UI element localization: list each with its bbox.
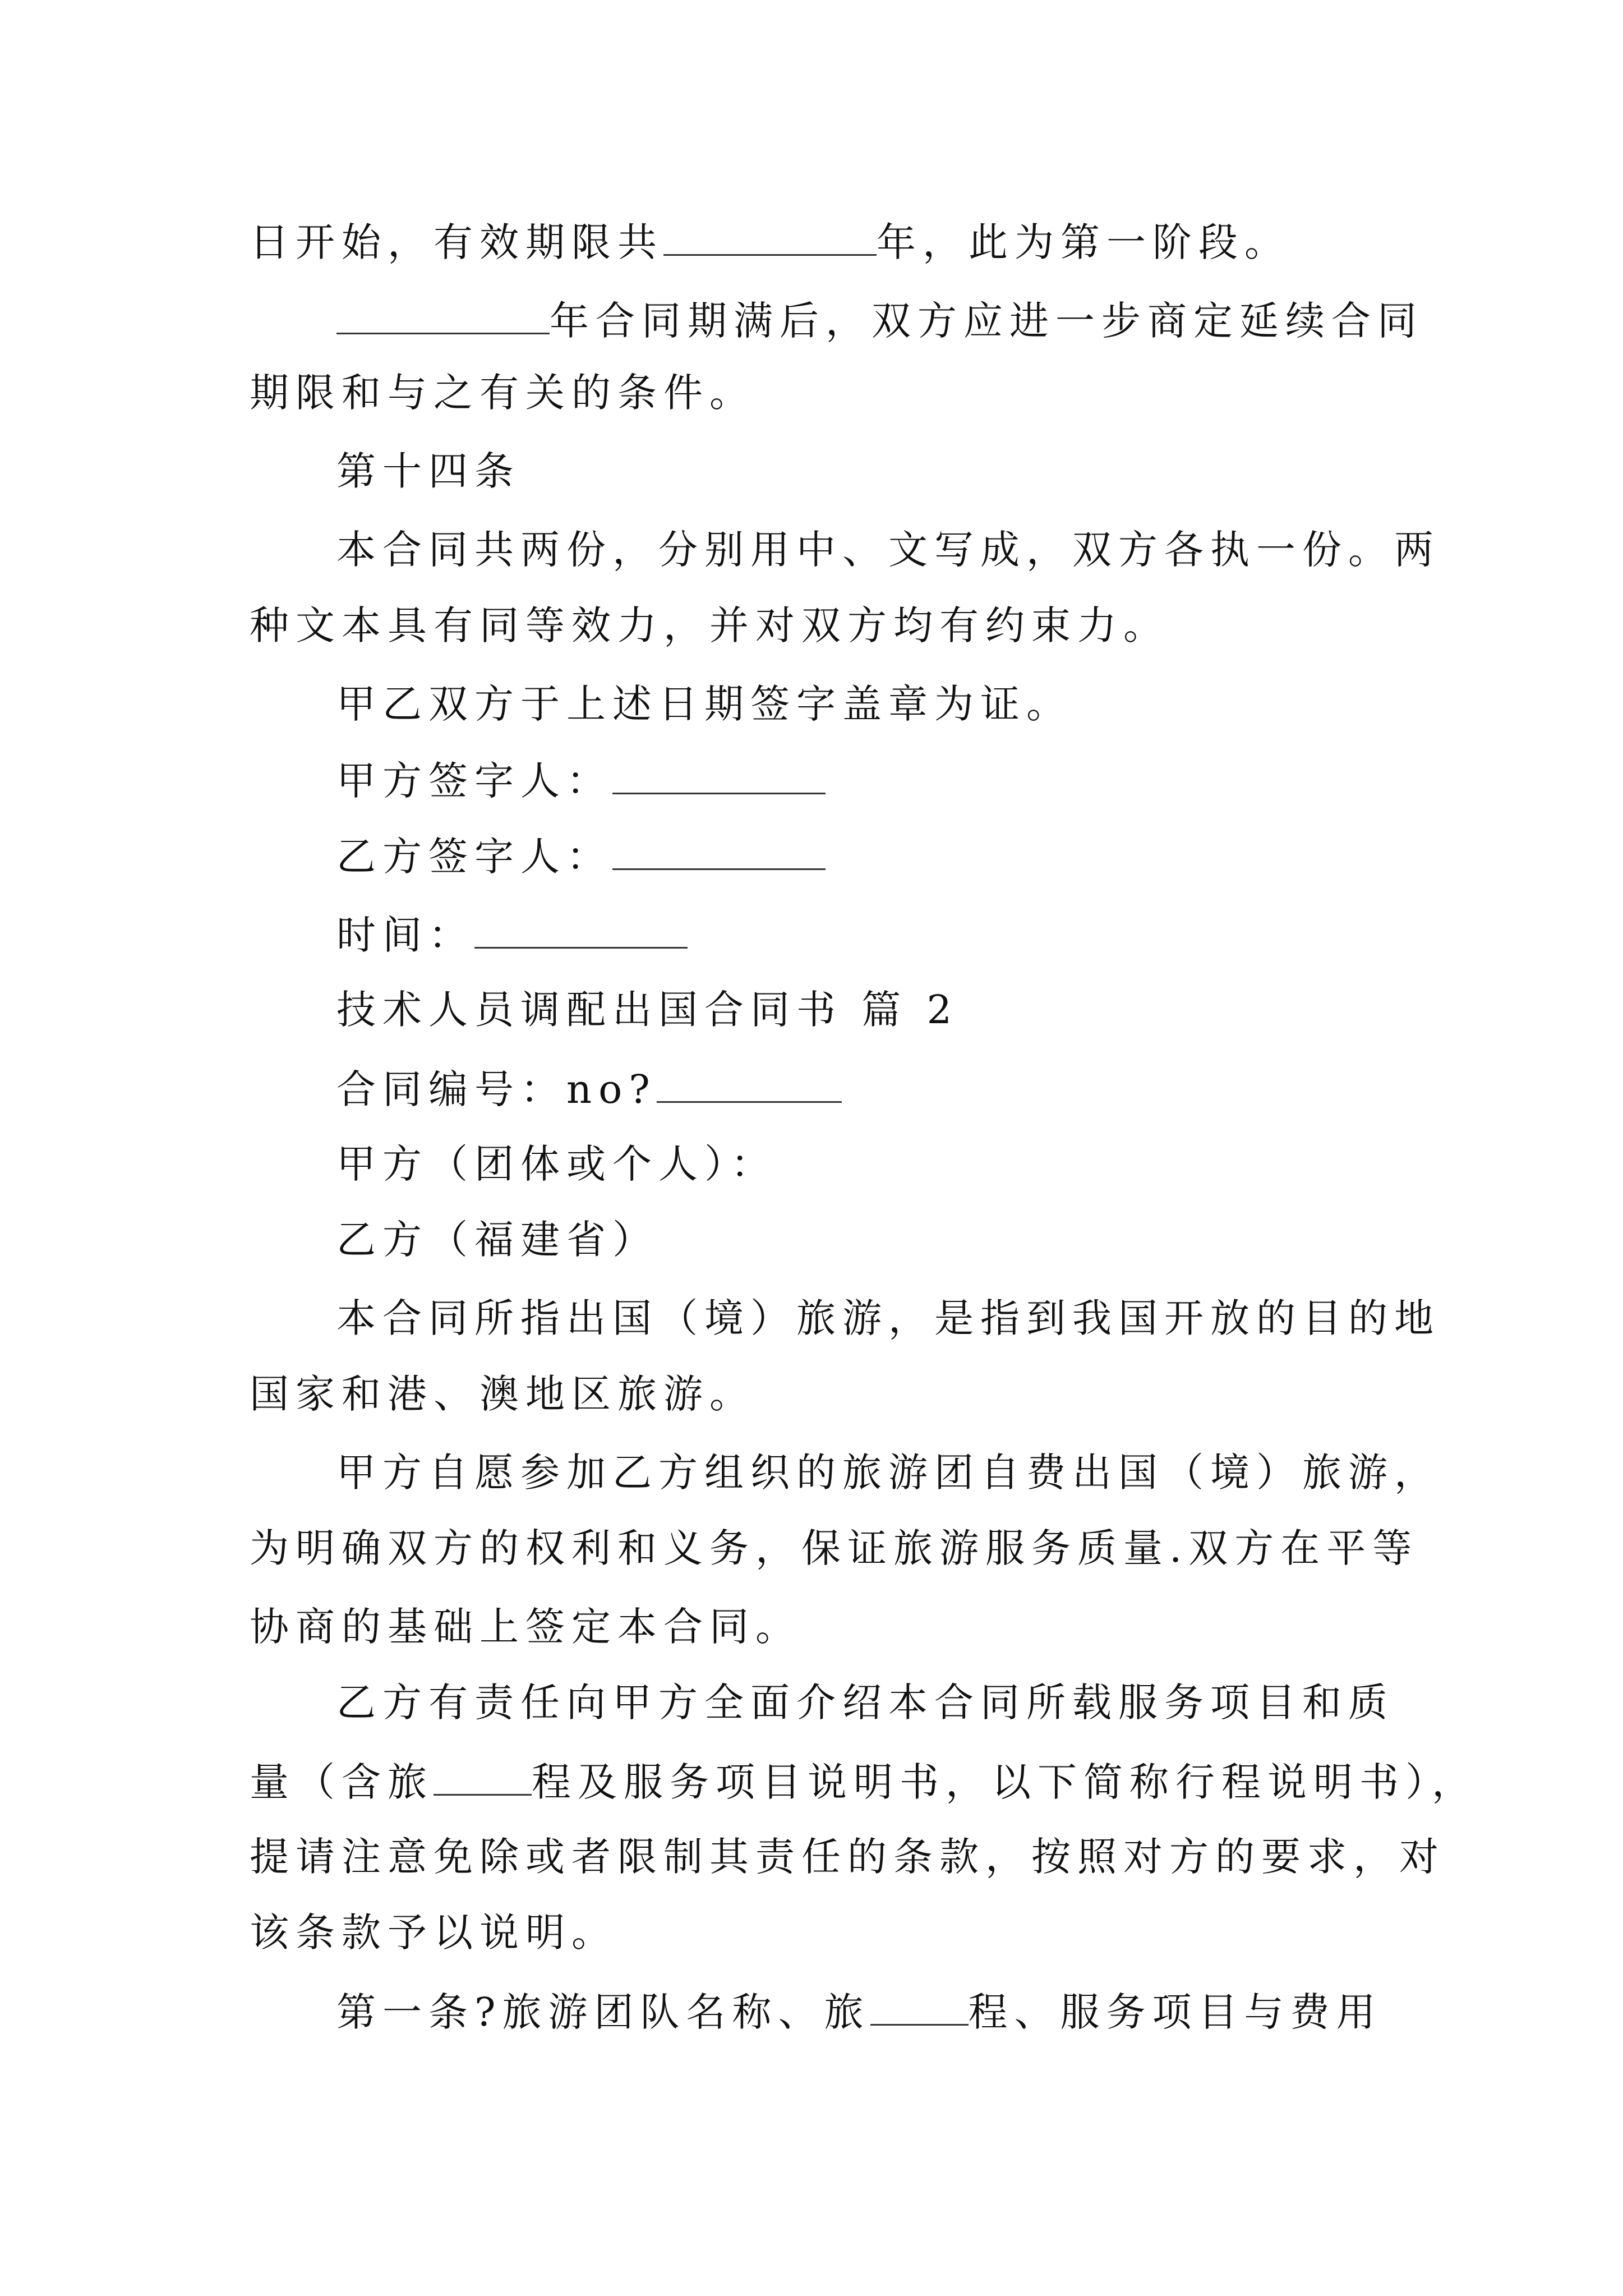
text-segment: 提请注意免除或者限制其责任的条款，按照对方的要求，对 [250,1834,1445,1880]
text-segment: 日开始，有效期限共 [250,219,663,265]
text-segment: 程及服务项目说明书，以下简称行程说明书）， [532,1759,1478,1805]
text-segment: 时间： [336,912,474,958]
text-segment: 乙方有责任向甲方全面介绍本合同所载服务项目和质 [336,1680,1394,1726]
text-segment: 第十四条 [336,448,520,494]
text-segment: 甲乙双方于上述日期签字盖章为证。 [336,681,1072,727]
party-a-line [336,1141,777,1187]
signature-line-party-a [336,758,826,804]
fill-blank [663,222,877,256]
text-line [250,1371,755,1417]
text-segment: 甲方签字人： [336,758,612,804]
text-line [250,219,1290,265]
contract-number-line [336,1066,842,1112]
text-segment: 期限和与之有关的条件。 [250,370,755,416]
text-segment: 第一条?旅游团队名称、旅 [336,1989,870,2035]
text-line [336,1450,1440,1496]
text-line [336,1680,1394,1726]
text-segment: 国家和港、澳地区旅游。 [250,1371,755,1417]
text-line [250,370,755,416]
fill-blank [657,1069,842,1103]
fill-blank [474,914,688,949]
text-line [250,1604,801,1650]
text-segment: 年合同期满后，双方应进一步商定延续合同 [550,298,1423,344]
article-heading [336,1989,1382,2035]
text-segment: 量（含旅 [250,1759,434,1805]
text-line [250,1910,617,1955]
fill-blank [870,1991,969,2026]
fill-blank [612,836,826,870]
date-line [336,912,688,958]
text-segment: 该条款予以说明。 [250,1910,617,1955]
text-segment: 甲方（团体或个人）： [336,1141,777,1187]
text-segment: 为明确双方的权利和义务，保证旅游服务质量.双方在平等 [250,1525,1419,1571]
text-line [336,527,1440,573]
text-segment: 年，此为第一阶段。 [877,219,1290,265]
text-line [336,1295,1440,1341]
document-title [336,987,959,1033]
text-segment: 本合同所指出国（境）旅游，是指到我国开放的目的地 [336,1295,1440,1341]
text-segment: 协商的基础上签定本合同。 [250,1604,801,1650]
text-segment: 技术人员调配出国合同书 篇 2 [336,987,959,1033]
fill-blank [434,1761,532,1796]
text-line [250,1525,1419,1571]
text-line [250,602,1169,648]
text-segment: 合同编号：no? [336,1066,657,1112]
text-line [250,1759,1478,1805]
text-segment: 乙方签字人： [336,834,612,880]
text-segment: 种文本具有同等效力，并对双方均有约束力。 [250,602,1169,648]
fill-blank [336,300,550,334]
text-line [336,298,1423,344]
text-segment: 本合同共两份，分别用中、文写成，双方各执一份。两 [336,527,1440,573]
signature-line-party-b [336,834,826,880]
text-line [336,681,1072,727]
text-line [250,1834,1445,1880]
section-heading [336,448,520,494]
fill-blank [612,760,826,794]
text-segment: 程、服务项目与费用 [968,1989,1382,2035]
text-segment: 乙方（福建省） [336,1217,658,1263]
text-segment: 甲方自愿参加乙方组织的旅游团自费出国（境）旅游， [336,1450,1440,1496]
party-b-line [336,1217,658,1263]
